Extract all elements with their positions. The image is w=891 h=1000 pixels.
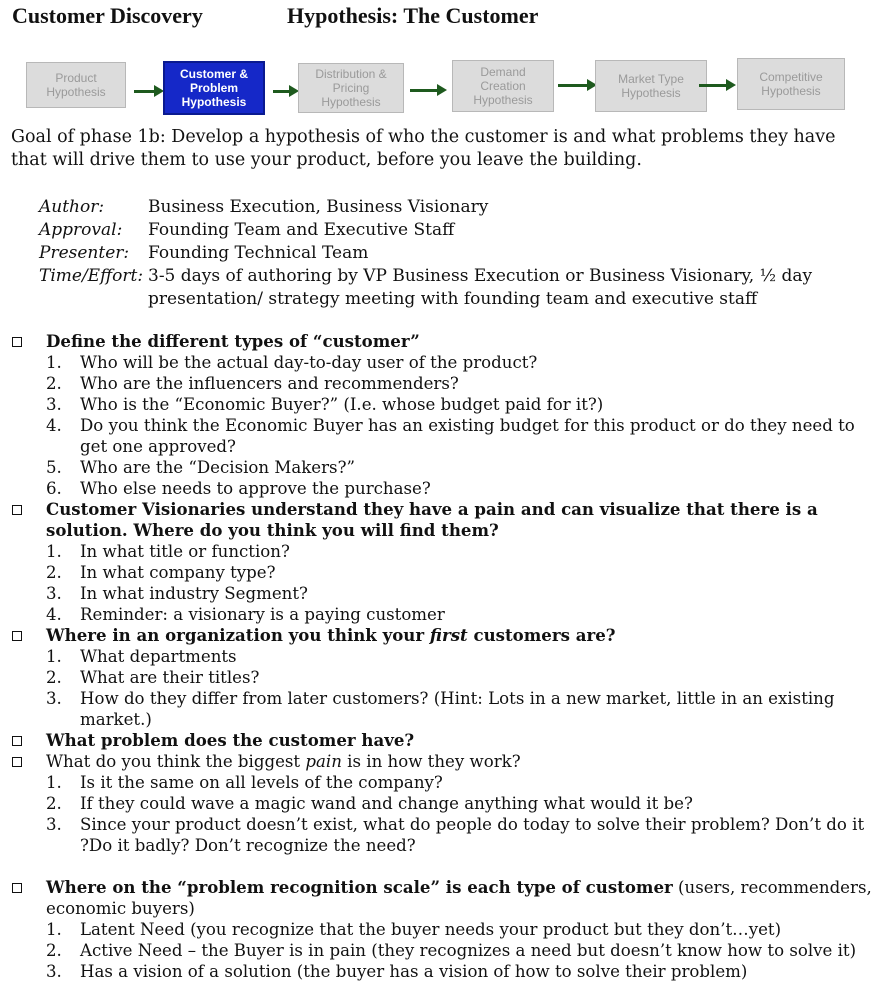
- header-right-title: Hypothesis: The Customer: [287, 3, 539, 28]
- checklist-section-visionaries: [12, 499, 872, 625]
- meta-row-presenter: [39, 242, 869, 265]
- list-item: 2. Active Need – the Buyer is in pain (they recognizes a need but doesn’t know how to solve it): [46, 941, 857, 960]
- list-item: 2. If they could wave a magic wand and change anything what would it be?: [46, 794, 693, 813]
- meta-value: 3-5 days of authoring by VP Business Execution or Business Visionary, ½ day presentation/ strategy meeting with founding team and executive staff: [148, 266, 813, 309]
- list-item: 3. Who is the “Economic Buyer?” (I.e. whose budget paid for it?): [46, 395, 604, 414]
- checklist-section-problem-recognition: [12, 877, 872, 982]
- section-title: What problem does the customer have?: [46, 730, 415, 750]
- list-item: 3. In what industry Segment?: [46, 584, 308, 603]
- checklist-section-first-customers: [12, 625, 872, 730]
- question-checklist: [12, 331, 872, 982]
- section-title: Define the different types of “customer”: [46, 331, 420, 351]
- checkbox-icon: [12, 757, 22, 767]
- list-item: 1. Who will be the actual day-to-day user of the product?: [46, 353, 538, 372]
- list-item: 4. Reminder: a visionary is a paying customer: [46, 605, 445, 624]
- list-item: 3. How do they differ from later customers? (Hint: Lots in a new market, little in an existing market.): [46, 689, 835, 729]
- phase-flow-diagram: [0, 0, 891, 120]
- flow-step-distribution-pricing: Distribution & Pricing Hypothesis: [298, 63, 404, 113]
- meta-table: [39, 196, 869, 311]
- flow-step-product: Product Hypothesis: [26, 62, 126, 108]
- list-item: 1. What departments: [46, 647, 237, 666]
- checkbox-icon: [12, 337, 22, 347]
- header-left-title: Customer Discovery: [12, 3, 203, 28]
- section-title: Customer Visionaries understand they have a pain and can visualize that there is a solution. Where do you think you will find them?: [46, 499, 818, 540]
- list-item: 2. What are their titles?: [46, 668, 260, 687]
- list-item: 2. In what company type?: [46, 563, 276, 582]
- flow-step-customer-problem: Customer & Problem Hypothesis: [163, 61, 265, 115]
- flow-arrow: [558, 84, 588, 87]
- meta-key: Time/Effort:: [39, 266, 144, 286]
- list-item: 3. Has a vision of a solution (the buyer has a vision of how to solve their problem): [46, 962, 748, 981]
- meta-value: Business Execution, Business Visionary: [148, 197, 489, 217]
- flow-step-competitive: Competitive Hypothesis: [737, 58, 845, 110]
- meta-row-time-effort: [39, 265, 869, 311]
- checklist-section-customer-types: [12, 331, 872, 499]
- flow-arrow: [273, 90, 290, 93]
- list-item: 1. Latent Need (you recognize that the buyer needs your product but they don’t…yet): [46, 920, 782, 939]
- checklist-section-biggest-pain: [12, 751, 872, 856]
- list-item: 6. Who else needs to approve the purchase?: [46, 479, 431, 498]
- meta-value: Founding Technical Team: [148, 243, 369, 263]
- meta-key: Author:: [39, 197, 105, 217]
- flow-step-market-type: Market Type Hypothesis: [595, 60, 707, 112]
- meta-row-author: [39, 196, 869, 219]
- checkbox-icon: [12, 883, 22, 893]
- section-title: Where on the “problem recognition scale” is each type of customer (users, recommenders, economic buyers): [46, 877, 872, 918]
- list-item: 5. Who are the “Decision Makers?”: [46, 458, 355, 477]
- section-title: What do you think the biggest pain is in how they work?: [46, 752, 521, 771]
- meta-key: Presenter:: [39, 243, 130, 263]
- meta-row-approval: [39, 219, 869, 242]
- flow-step-demand-creation: Demand Creation Hypothesis: [452, 60, 554, 112]
- checkbox-icon: [12, 736, 22, 746]
- checkbox-icon: [12, 631, 22, 641]
- meta-key: Approval:: [39, 220, 123, 240]
- list-item: 4. Do you think the Economic Buyer has an existing budget for this product or do they need to get one approved?: [46, 416, 855, 456]
- checklist-section-problem: [12, 730, 872, 751]
- list-item: 2. Who are the influencers and recommenders?: [46, 374, 459, 393]
- phase-goal-text: Goal of phase 1b: Develop a hypothesis of who the customer is and what problems they have that will drive them to use your product, before you leave the building.: [11, 127, 836, 170]
- flow-arrow: [134, 90, 155, 93]
- list-item: 1. In what title or function?: [46, 542, 290, 561]
- flow-arrow: [699, 84, 727, 87]
- list-item: 1. Is it the same on all levels of the company?: [46, 773, 443, 792]
- section-title: Where in an organization you think your first customers are?: [46, 625, 616, 645]
- checkbox-icon: [12, 505, 22, 515]
- meta-value: Founding Team and Executive Staff: [148, 220, 455, 240]
- flow-arrow: [410, 89, 438, 92]
- list-item: 3. Since your product doesn’t exist, what do people do today to solve their problem? Don’t do it ?Do it badly? Don’t recognize the need?: [46, 815, 865, 855]
